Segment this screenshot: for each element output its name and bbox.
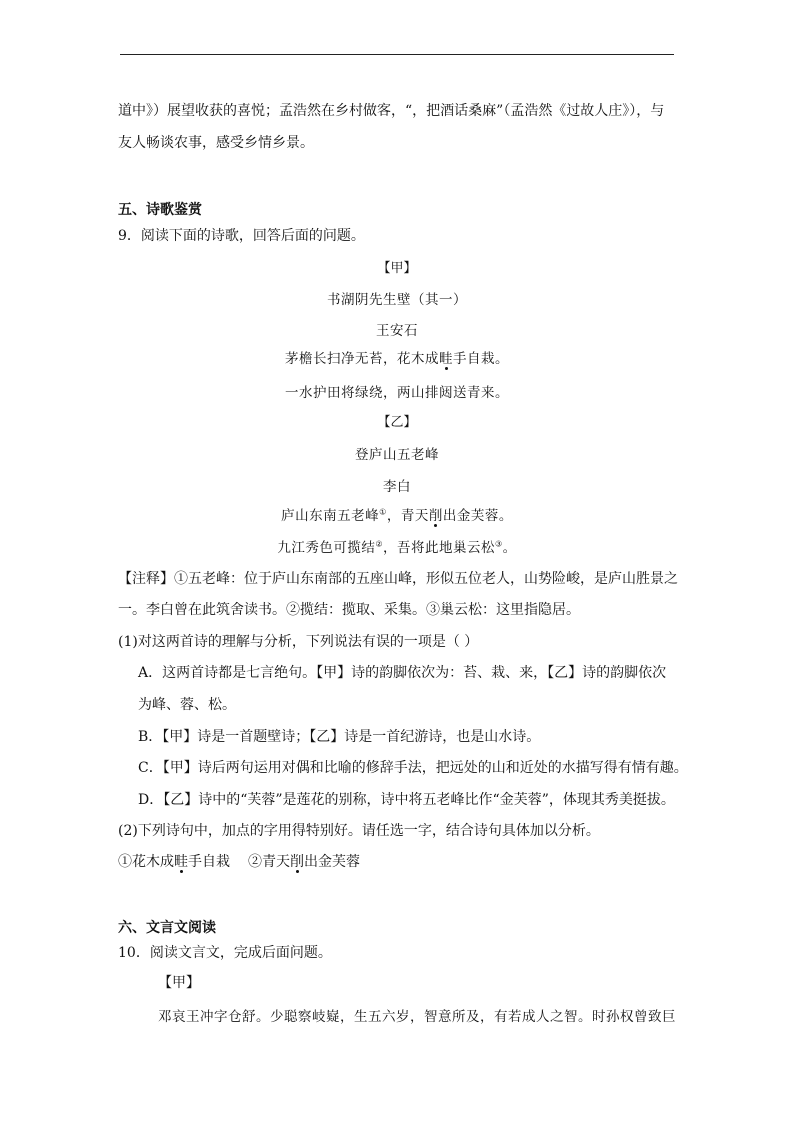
poem-b-line-1: 庐山东南五老峰①，青天削出金芙蓉。	[281, 507, 513, 524]
poem-a-title: 书湖阴先生壁（其一）	[327, 292, 467, 308]
option-c: C．【甲】诗后两句运用对偶和比喻的修辞手法，把远处的山和近处的水描写得有情有趣。	[138, 760, 688, 776]
option-a-line-2: 为峰、蓉、松。	[138, 697, 236, 713]
emphasis-dot-char: 畦	[174, 854, 188, 870]
intro-line-1: 道中》）展望收获的喜悦；孟浩然在乡村做客，“，把酒话桑麻”（孟浩然《过故人庄》），与	[118, 103, 665, 119]
emphasis-dot-char: 畦	[439, 351, 453, 367]
poem-a-tag: 【甲】	[377, 261, 417, 276]
poem-a-line-1: 茅檐长扫净无苔，花木成畦手自栽。	[285, 351, 509, 367]
question-9: 9．阅读下面的诗歌，回答后面的问题。	[118, 228, 365, 244]
option-a-line-1: A．这两首诗都是七言绝句。【甲】诗的韵脚依次为：苔、栽、来，【乙】诗的韵脚依次	[138, 665, 667, 681]
poem-b-line-2: 九江秀色可揽结②，吾将此地巢云松③。	[277, 539, 517, 556]
poem-b-tag: 【乙】	[377, 415, 417, 430]
section-heading-6: 六、文言文阅读	[118, 920, 216, 936]
sub-question-2: (2)下列诗句中，加点的字用得特别好。请任选一字，结合诗句具体加以分析。	[118, 823, 600, 839]
poem-b-author: 李白	[383, 479, 411, 495]
annotation-line-2: 一。李白曾在此筑舍读书。②揽结：揽取、采集。③巢云松：这里指隐居。	[118, 602, 580, 618]
option-b: B．【甲】诗是一首题壁诗；【乙】诗是一首纪游诗，也是山水诗。	[138, 729, 541, 745]
poem-b-title: 登庐山五老峰	[355, 447, 439, 463]
poem-a-line-2: 一水护田将绿绕，两山排闼送青来。	[285, 385, 509, 401]
emphasis-dot-char: 削	[290, 854, 304, 870]
annotation-line-1: 【注释】①五老峰：位于庐山东南部的五座山峰，形似五位老人，山势险峻，是庐山胜景之	[118, 571, 678, 587]
poem-a-author: 王安石	[376, 323, 418, 339]
option-d: D．【乙】诗中的“芙蓉”是莲花的别称，诗中将五老峰比作“金芙蓉”，体现其秀美挺拔。	[138, 792, 675, 808]
passage-a-text: 邓哀王冲字仓舒。少聪察岐嶷，生五六岁，智意所及，有若成人之智。时孙权曾致巨	[158, 1009, 676, 1025]
sub-question-1: (1)对这两首诗的理解与分析，下列说法有误的一项是（ ）	[118, 634, 479, 650]
intro-line-2: 友人畅谈农事，感受乡情乡景。	[118, 135, 314, 151]
question-10: 10．阅读文言文，完成后面问题。	[118, 945, 332, 961]
emphasis-dot-char: 削	[428, 508, 443, 524]
passage-a-tag: 【甲】	[158, 975, 200, 991]
section-heading-5: 五、诗歌鉴赏	[118, 202, 202, 218]
header-rule	[120, 54, 674, 55]
sub-question-2-choices: ①花木成畦手自栽 ②青天削出金芙蓉	[118, 854, 360, 870]
